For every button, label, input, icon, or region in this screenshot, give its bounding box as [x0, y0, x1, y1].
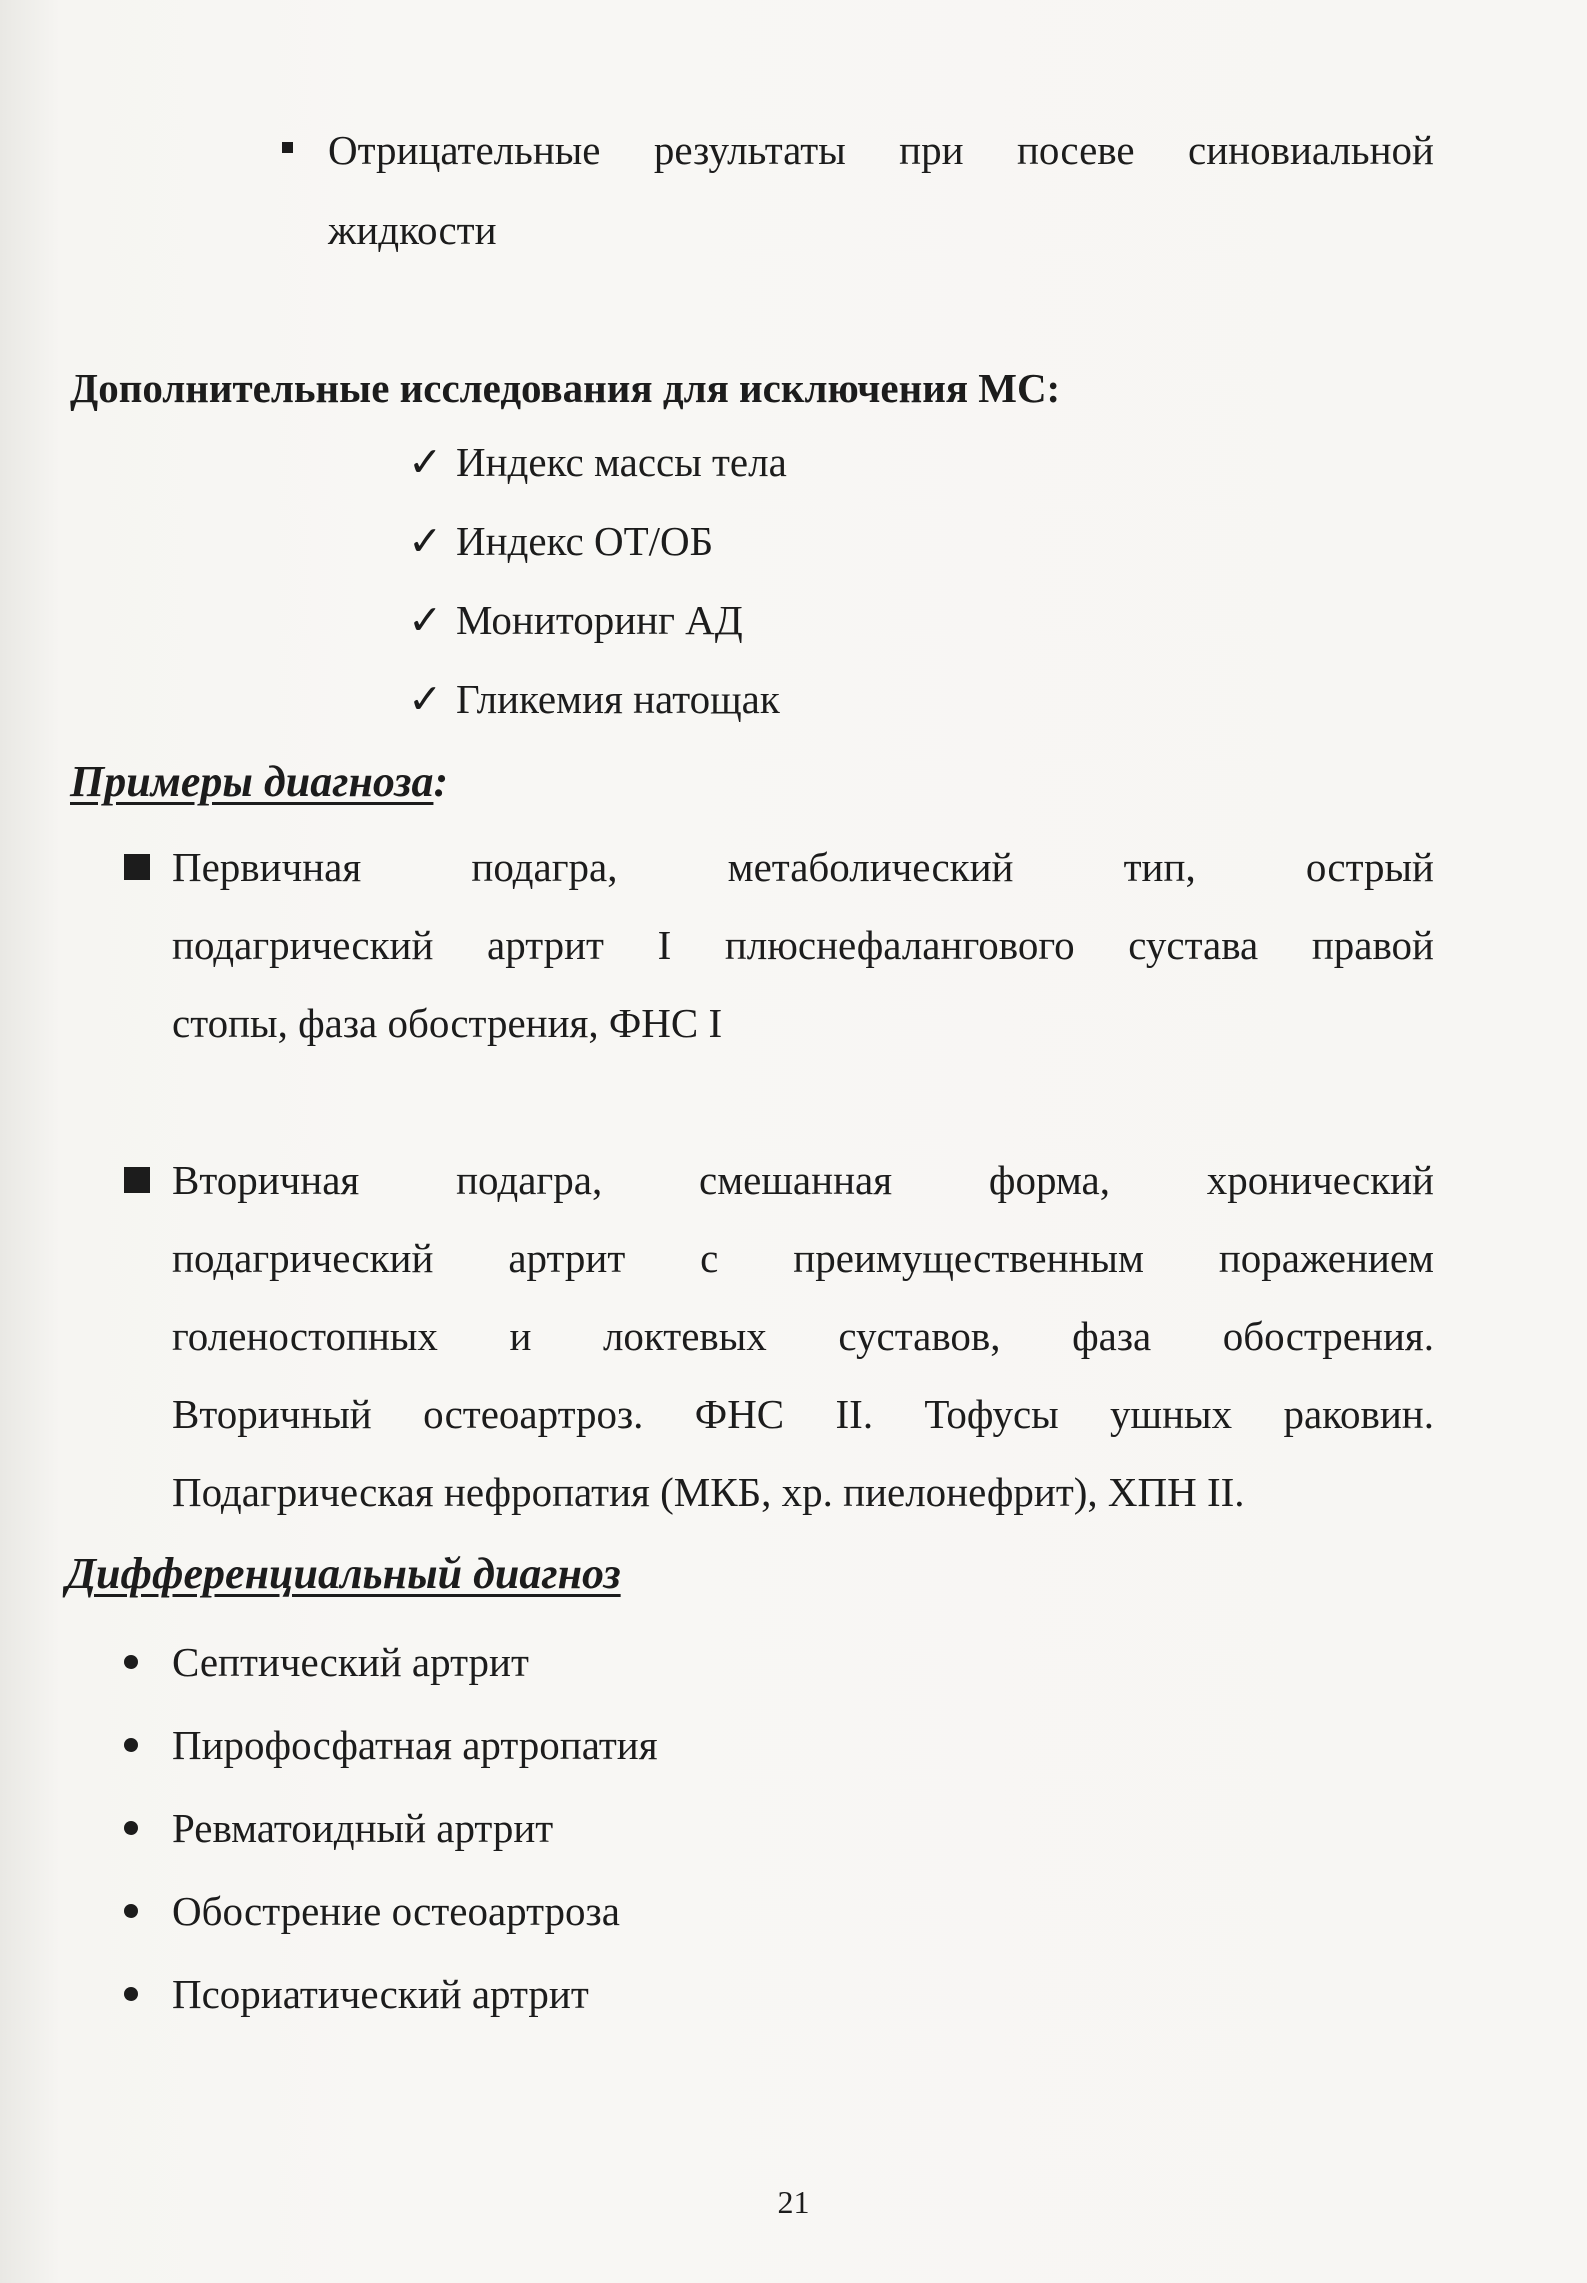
differential-item-2: Пирофосфатная артропатия	[172, 1722, 658, 1768]
diagnosis-examples-heading-wrap	[70, 757, 448, 807]
differential-item-5: Псориатический артрит	[172, 1971, 589, 2017]
differential-item-3: Ревматоидный артрит	[172, 1805, 554, 1851]
differential-heading: Дифференциальный диагноз	[66, 1549, 621, 1598]
square-bullet-icon	[124, 1167, 150, 1193]
top-item-line-2: жидкости	[328, 207, 497, 253]
round-bullet-icon	[124, 1821, 138, 1835]
example2-line-3: голеностопных и локтевых суставов, фаза обострения.	[172, 1313, 1434, 1359]
small-square-bullet-icon	[282, 142, 293, 153]
round-bullet-icon	[124, 1738, 138, 1752]
example1-line-2: подагрический артрит I плюснефалангового сустава правой	[172, 922, 1434, 968]
example2-line-5: Подагрическая нефропатия (МКБ, хр. пиелонефрит), ХПН II.	[172, 1469, 1245, 1515]
diagnosis-examples-heading: Примеры диагноза	[70, 757, 434, 806]
round-bullet-icon	[124, 1904, 138, 1918]
diagnosis-examples-colon: :	[433, 757, 449, 806]
additional-tests-heading: Дополнительные исследования для исключения МС:	[70, 365, 1061, 411]
check-icon: ✓	[408, 597, 443, 643]
example1-line-3: стопы, фаза обострения, ФНС I	[172, 1000, 723, 1046]
square-bullet-icon	[124, 854, 150, 880]
check-item-1: Индекс массы тела	[456, 439, 787, 485]
example1-line-1: Первичная подагра, метаболический тип, острый	[172, 844, 1434, 890]
example2-line-4: Вторичный остеоартроз. ФНС II. Тофусы ушных раковин.	[172, 1391, 1434, 1437]
check-item-3: Мониторинг АД	[456, 597, 743, 643]
check-icon: ✓	[408, 439, 443, 485]
example2-line-2: подагрический артрит с преимущественным поражением	[172, 1235, 1434, 1281]
round-bullet-icon	[124, 1655, 138, 1669]
check-item-2: Индекс ОТ/ОБ	[456, 518, 714, 564]
differential-item-1: Септический артрит	[172, 1639, 529, 1685]
example2-line-1: Вторичная подагра, смешанная форма, хронический	[172, 1157, 1434, 1203]
round-bullet-icon	[124, 1987, 138, 2001]
check-item-4: Гликемия натощак	[456, 676, 780, 722]
differential-heading-wrap	[66, 1549, 621, 1599]
check-icon: ✓	[408, 676, 443, 722]
differential-item-4: Обострение остеоартроза	[172, 1888, 620, 1934]
page-number: 21	[777, 2184, 810, 2220]
check-icon: ✓	[408, 518, 443, 564]
top-item-line-1: Отрицательные результаты при посеве синовиальной	[328, 127, 1434, 173]
